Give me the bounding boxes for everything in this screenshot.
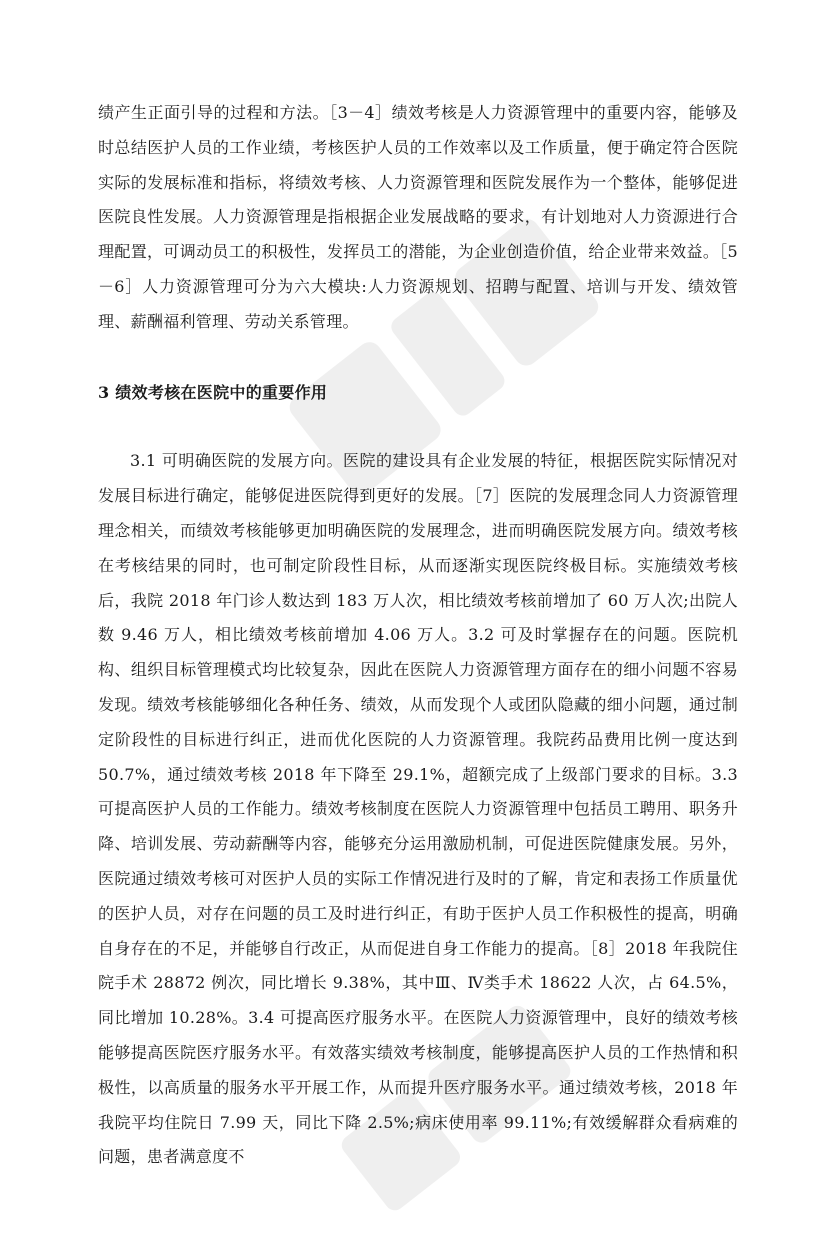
paragraph-section-3: 3.1 可明确医院的发展方向。医院的建设具有企业发展的特征，根据医院实际情况对发展目标进行确定，能够促进医院得到更好的发展。［7］医院的发展理念同人力资源管理理念相关，而绩效考核能够更加明确医院的发展理念，进而明确医院发展方向。绩效考核在考核结果的同时，也可制定阶段性目标，从而逐渐实现医院终极目标。实施绩效考核后，我院 2018 年门诊人数达到 183 万人次，相比绩效考核前增加了 60 万人次;出院人数 9.46 万人，相比绩效考核前增加 4.06 万人。3.2 可及时掌握存在的问题。医院机构、组织目标管理模式均比较复杂，因此在医院人力资源管理方面存在的细小问题不容易发现。绩效考核能够细化各种任务、绩效，从而发现个人或团队隐藏的细小问题，通过制定阶段性的目标进行纠正，进而优化医院的人力资源管理。我院药品费用比例一度达到 50.7%，通过绩效考核 2018 年下降至 29.1%，超额完成了上级部门要求的目标。3.3 可提高医护人员的工作能力。绩效考核制度在医院人力资源管理中包括员工聘用、职务升降、培训发展、劳动薪酬等内容，能够充分运用激励机制，可促进医院健康发展。另外，医院通过绩效考核可对医护人员的实际工作情况进行及时的了解，肯定和表扬工作质量优的医护人员，对存在问题的员工及时进行纠正，有助于医护人员工作积极性的提高，明确自身存在的不足，并能够自行改正，从而促进自身工作能力的提高。［8］2018 年我院住院手术 28872 例次，同比增长 9.38%，其中Ⅲ、Ⅳ类手术 18622 人次，占 64.5%，同比增加 10.28%。3.4 可提高医疗服务水平。在医院人力资源管理中，良好的绩效考核能够提高医院医疗服务水平。有效落实绩效考核制度，能够提高医护人员的工作热情和积极性，以高质量的服务水平开展工作，从而提升医疗服务水平。通过绩效考核，2018 年我院平均住院日 7.99 天，同比下降 2.5%;病床使用率 99.11%;有效缓解群众看病难的问题，患者满意度不 — [98, 451, 738, 1167]
paragraph-continuation: 绩产生正面引导的过程和方法。［3－4］绩效考核是人力资源管理中的重要内容，能够及时总结医护人员的工作业绩，考核医护人员的工作效率以及工作质量，便于确定符合医院实际的发展标准和指标，将绩效考核、人力资源管理和医院发展作为一个整体，能够促进医院良性发展。人力资源管理是指根据企业发展战略的要求，有计划地对人力资源进行合理配置，可调动员工的积极性，发挥员工的潜能，为企业创造价值，给企业带来效益。［5－6］人力资源管理可分为六大模块:人力资源规划、招聘与配置、培训与开发、绩效管理、薪酬福利管理、劳动关系管理。 — [98, 103, 738, 331]
section-heading: 3 绩效考核在医院中的重要作用 — [98, 382, 328, 402]
document-page — [98, 96, 738, 1175]
